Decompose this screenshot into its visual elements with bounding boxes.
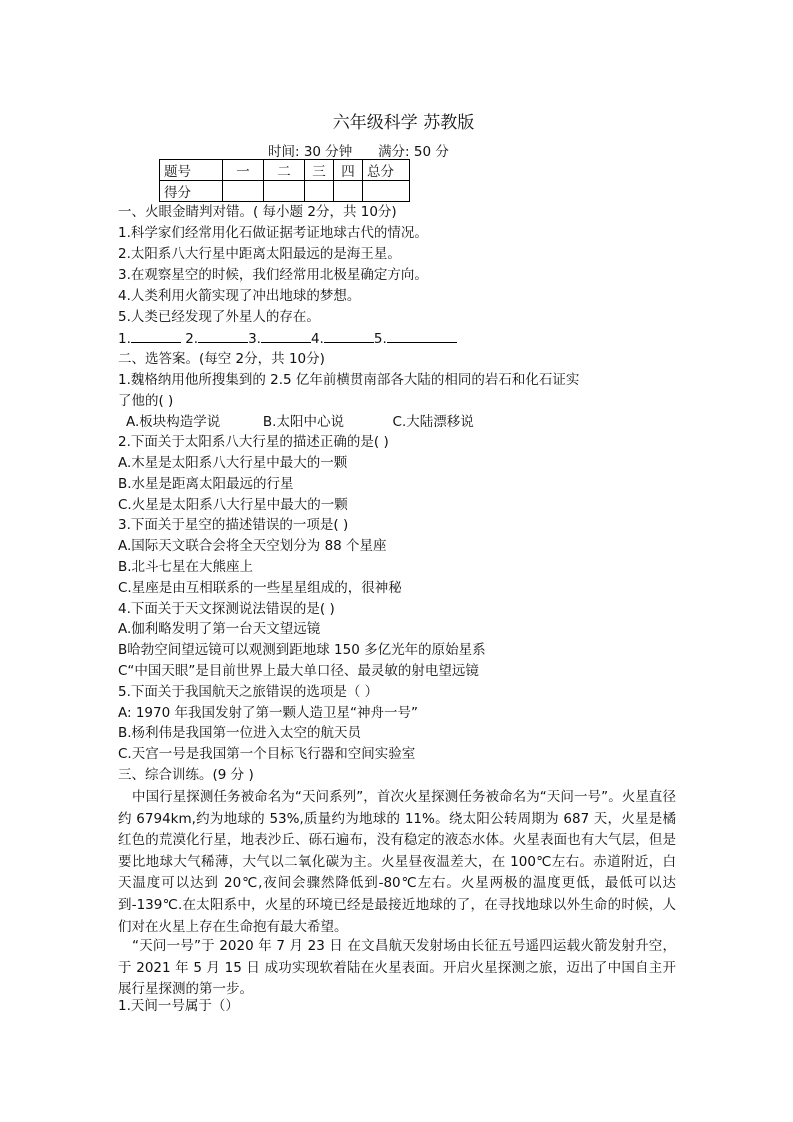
- question-text: 了他的( ): [118, 393, 174, 409]
- option-text: A.伽利略发明了第一台天文望远镜: [118, 621, 321, 637]
- reading-paragraph-2: “天问一号”于 2020 年 7 月 23 日 在文昌航天发射场由长征五号遥四运载火箭发射升空，于 2021 年 5 月 15 日 成功实现软着陆在火星表面。开启火星探测之旅，迈出了中国自主开展行星探测的第一步。: [118, 938, 676, 998]
- section2-heading: 二、选答案。(每空 2分，共 10分): [118, 351, 325, 367]
- score-cell: 二: [264, 160, 305, 181]
- section1-heading: 一、火眼金睛判对错。( 每小题 2分，共 10分): [118, 204, 397, 220]
- score-cell: 得分: [160, 181, 223, 202]
- reading-paragraph-1: 中国行星探测任务被命名为“天问系列”，首次火星探测任务被命名为“天问一号”。火星直径约 6794km,约为地球的 53%,质量约为地球的 11%。绕太阳公转周期为 687 天，火星是橘红色的荒漠化行星，地表沙丘、砾石遍布，没有稳定的液态水体。火星表面也有大气层，但是要比地球大气稀薄，大气以二氧化碳为主。火星昼夜温差大，在 100℃左右。赤道附近，白天温度可以达到 20℃,夜间会骤然降低到-80℃左右。火星两极的温度更低，最低可以达到-139℃.在太阳系中，火星的环境已经是最接近地球的了，在寻找地球以外生命的时候，人们对在火星上存在生命抱有最大希望。: [118, 789, 676, 935]
- question-text: 2.下面关于太阳系八大行星的描述正确的是( ): [118, 434, 389, 450]
- option-text: B哈勃空间望远镜可以观测到距地球 150 多亿光年的原始星系: [118, 642, 486, 658]
- score-table: [159, 159, 410, 202]
- score-blank-cell[interactable]: [363, 181, 410, 202]
- score-blank-cell[interactable]: [264, 181, 305, 202]
- score-cell: 总分: [363, 160, 410, 181]
- option-text: A: 1970 年我国发射了第一颗人造卫星“神舟一号”: [118, 705, 418, 721]
- exam-meta: [268, 140, 449, 160]
- score-table-score-row: [160, 181, 410, 202]
- option-text: C.天宫一号是我国第一个目标飞行器和空间实验室: [118, 746, 416, 762]
- option-text: B.杨利伟是我国第一位进入太空的航天员: [118, 725, 362, 741]
- score-blank-cell[interactable]: [305, 181, 334, 202]
- answer-blank[interactable]: [131, 329, 181, 343]
- full-marks: 满分: 50 分: [378, 144, 449, 160]
- options-row: [126, 413, 474, 431]
- option-b: B.太阳中心说: [262, 414, 344, 430]
- score-cell: 四: [334, 160, 363, 181]
- answer-blank[interactable]: [261, 329, 311, 343]
- time-limit: 时间: 30 分钟: [268, 144, 353, 160]
- answer-label: 2.: [185, 331, 199, 347]
- question-text: 3.下面关于星空的描述错误的一项是( ): [118, 517, 349, 533]
- score-blank-cell[interactable]: [334, 181, 363, 202]
- option-text: C.火星是太阳系八大行星中最大的一颗: [118, 497, 348, 513]
- option-text: C“中国天眼”是目前世界上最大单口径、最灵敏的射电望远镜: [118, 663, 479, 679]
- answer-label: 3.: [248, 331, 261, 347]
- score-cell: 题号: [160, 160, 223, 181]
- answer-label: 5.: [373, 331, 387, 347]
- score-cell: 三: [305, 160, 334, 181]
- question-text: 1.天间一号属于（）: [118, 998, 239, 1014]
- question-text: 2.太阳系八大行星中距离太阳最远的是海王星。: [118, 246, 401, 262]
- question-text: 4.下面关于天文探测说法错误的是( ): [118, 601, 335, 617]
- question-text: 1.科学家们经常用化石做证据考证地球古代的情况。: [118, 225, 428, 241]
- option-c: C.大陆漂移说: [392, 414, 474, 430]
- score-blank-cell[interactable]: [223, 181, 264, 202]
- option-text: B.水星是距离太阳最远的行星: [118, 476, 294, 492]
- answer-blank[interactable]: [198, 329, 248, 343]
- page-title: 六年级科学 苏教版: [332, 113, 475, 133]
- answer-blank[interactable]: [324, 329, 374, 343]
- question-text: 1.魏格纳用他所搜集到的 2.5 亿年前横贯南部各大陆的相同的岩石和化石证实: [118, 372, 580, 388]
- question-text: 5.人类已经发现了外星人的存在。: [118, 309, 320, 325]
- score-cell: 一: [223, 160, 264, 181]
- option-text: B.北斗七星在大熊座上: [118, 559, 254, 575]
- answer-blank[interactable]: [387, 329, 457, 343]
- option-text: C.星座是由互相联系的一些星星组成的，很神秘: [118, 580, 402, 596]
- question-text: 4.人类利用火箭实现了冲出地球的梦想。: [118, 288, 361, 304]
- option-text: A.木星是太阳系八大行星中最大的一颗: [118, 455, 348, 471]
- answer-blanks-row: [118, 329, 457, 348]
- answer-label: 1.: [118, 331, 131, 347]
- option-text: A.国际天文联合会将全天空划分为 88 个星座: [118, 538, 387, 554]
- question-text: 5.下面关于我国航天之旅错误的选项是（ ）: [118, 684, 379, 700]
- question-text: 3.在观察星空的时候，我们经常用北极星确定方向。: [118, 267, 428, 283]
- score-table-header-row: [160, 160, 410, 181]
- answer-label: 4.: [310, 331, 324, 347]
- section3-heading: 三、综合训练。(9 分 ): [118, 767, 254, 783]
- option-a: A.板块构造学说: [126, 414, 221, 430]
